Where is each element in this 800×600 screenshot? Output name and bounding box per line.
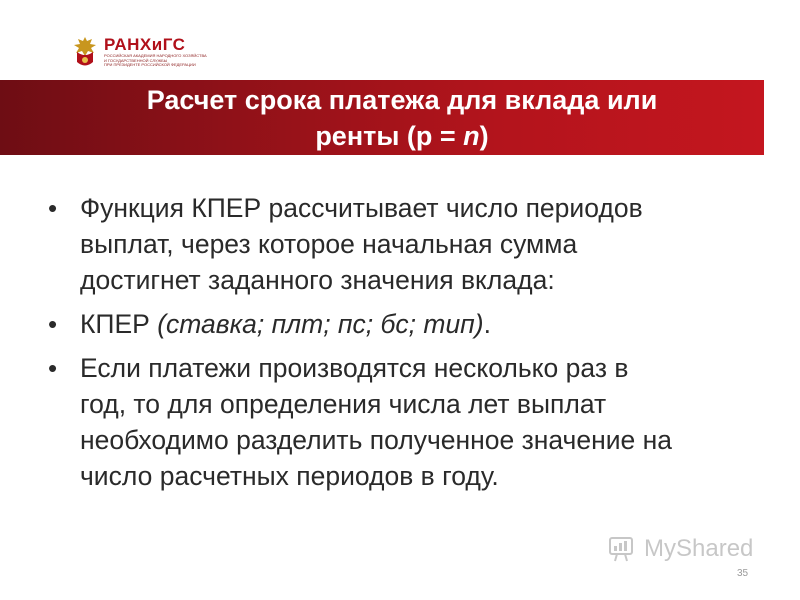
bullet-text-line: необходимо разделить полученное значение на [80,425,673,455]
bullet-text-line [80,306,766,342]
myshared-logo-icon [608,534,638,564]
title-line-2-suffix: ) [479,120,489,151]
watermark [608,534,753,564]
bullet-text-line: Функция КПЕР рассчитывает число периодов [80,193,643,223]
bullet-dot: • [48,309,58,339]
bullet-item [46,190,766,298]
title-variable: n [463,120,480,151]
logo-subtitle-line: РОССИЙСКАЯ АКАДЕМИЯ НАРОДНОГО ХОЗЯЙСТВА [104,53,207,58]
bullet-dot: • [48,353,58,383]
title-line-2-prefix: ренты (р = [315,120,464,151]
logo [72,35,207,76]
title-banner [0,80,764,155]
bullet-text-line: Если платежи производятся несколько раз в [80,353,629,383]
title-line-2 [62,118,742,154]
logo-name: РАНХиГС [104,35,186,54]
bullet-item [46,350,766,494]
title-line-1: Расчет срока платежа для вклада или [146,84,658,115]
logo-subtitle-line: И ГОСУДАРСТВЕННОЙ СЛУЖБЫ [104,57,168,63]
emblem-icon [72,36,98,70]
bullet-text-line: год, то для определения числа лет выплат [80,389,607,419]
bullet-list [46,190,766,502]
bullet-text-line: достигнет заданного значения вклада: [80,265,555,295]
bullet-item [46,306,766,342]
logo-text [104,35,207,68]
function-arguments: (ставка; плт; пс; бс; тип) [157,309,484,339]
bullet-text-line: число расчетных периодов в году. [80,461,499,491]
page-number: 35 [737,568,749,579]
function-suffix: . [483,309,491,339]
bullet-text-line: выплат, через которое начальная сумма [80,229,578,259]
bullet-dot: • [48,193,58,223]
logo-subtitle-line: ПРИ ПРЕЗИДЕНТЕ РОССИЙСКОЙ ФЕДЕРАЦИИ [104,62,196,68]
slide-title [62,82,742,154]
watermark-text: MyShared [644,535,754,562]
function-name: КПЕР [80,309,158,339]
